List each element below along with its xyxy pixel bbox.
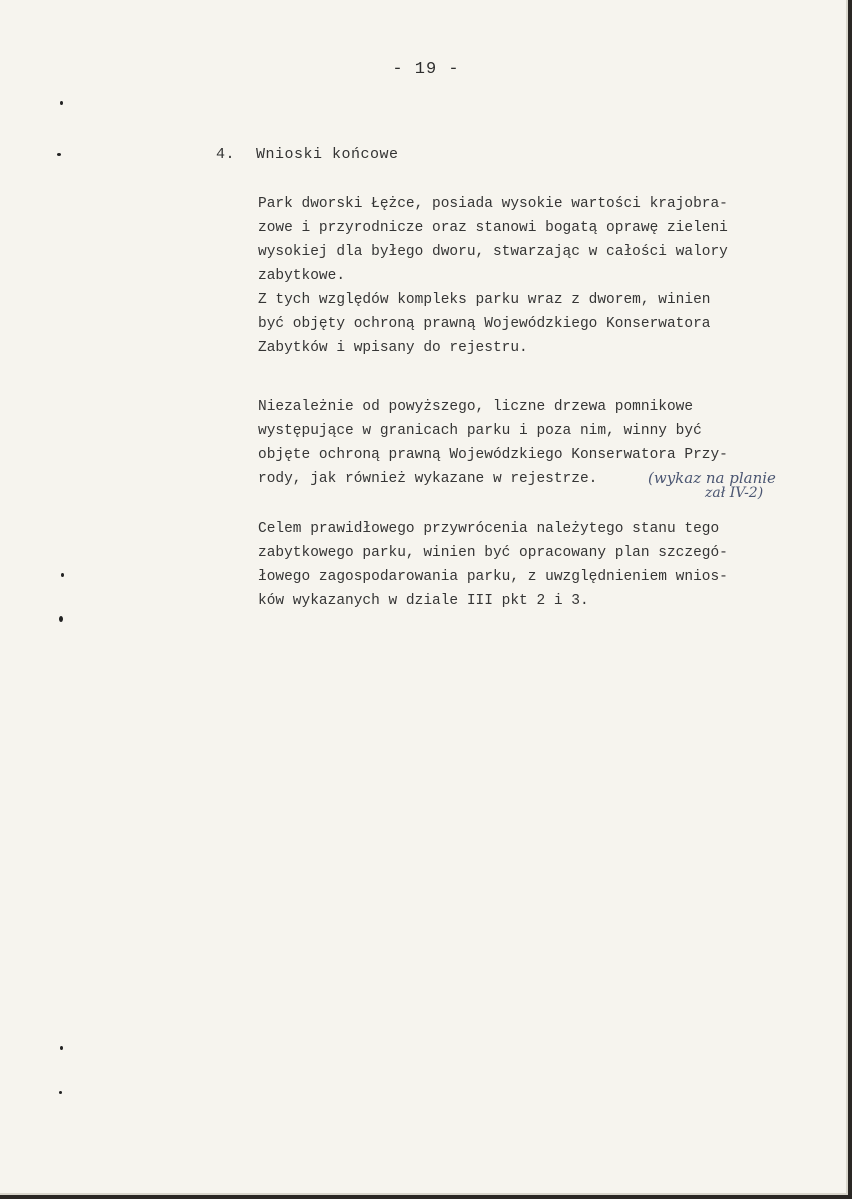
text-line: być objęty ochroną prawną Wojewódzkiego Konserwatora bbox=[258, 316, 711, 332]
text-line: Zabytków i wpisany do rejestru. bbox=[258, 340, 528, 356]
text-line: Park dworski Łężce, posiada wysokie wartości krajobra- bbox=[258, 196, 728, 212]
margin-mark bbox=[60, 1046, 63, 1050]
text-line: łowego zagospodarowania parku, z uwzględnieniem wnios- bbox=[258, 569, 728, 585]
section-number: 4. bbox=[216, 146, 236, 163]
handwritten-note-line-2: zał IV-2) bbox=[705, 485, 764, 501]
text-line: zowe i przyrodnicze oraz stanowi bogatą oprawę zieleni bbox=[258, 220, 728, 236]
margin-mark bbox=[60, 101, 63, 105]
margin-mark bbox=[61, 573, 64, 577]
text-line: Celem prawidłowego przywrócenia należytego stanu tego bbox=[258, 521, 720, 537]
text-line: objęte ochroną prawną Wojewódzkiego Konserwatora Przy- bbox=[258, 447, 728, 463]
text-line: zabytkowego parku, winien być opracowany plan szczegó- bbox=[258, 545, 728, 561]
section-heading bbox=[216, 146, 399, 163]
text-line: Z tych względów kompleks parku wraz z dworem, winien bbox=[258, 292, 711, 308]
text-line: rody, jak również wykazane w rejestrze. bbox=[258, 471, 598, 487]
paragraph-conclusions bbox=[258, 192, 818, 360]
margin-mark bbox=[59, 1091, 62, 1094]
text-line: wysokiej dla byłego dworu, stwarzając w całości walory bbox=[258, 244, 728, 260]
text-line: Niezależnie od powyższego, liczne drzewa pomnikowe bbox=[258, 399, 694, 415]
page-number: - 19 - bbox=[392, 60, 460, 79]
paragraph-development-plan bbox=[258, 517, 818, 613]
text-line: występujące w granicach parku i poza nim, winny być bbox=[258, 423, 702, 439]
text-line: zabytkowe. bbox=[258, 268, 346, 284]
margin-mark bbox=[57, 153, 61, 156]
section-title: Wnioski końcowe bbox=[256, 146, 399, 163]
margin-mark bbox=[59, 616, 63, 622]
handwritten-note-line-1: (wykaz na planie bbox=[648, 469, 776, 487]
text-line: ków wykazanych w dziale III pkt 2 i 3. bbox=[258, 593, 589, 609]
